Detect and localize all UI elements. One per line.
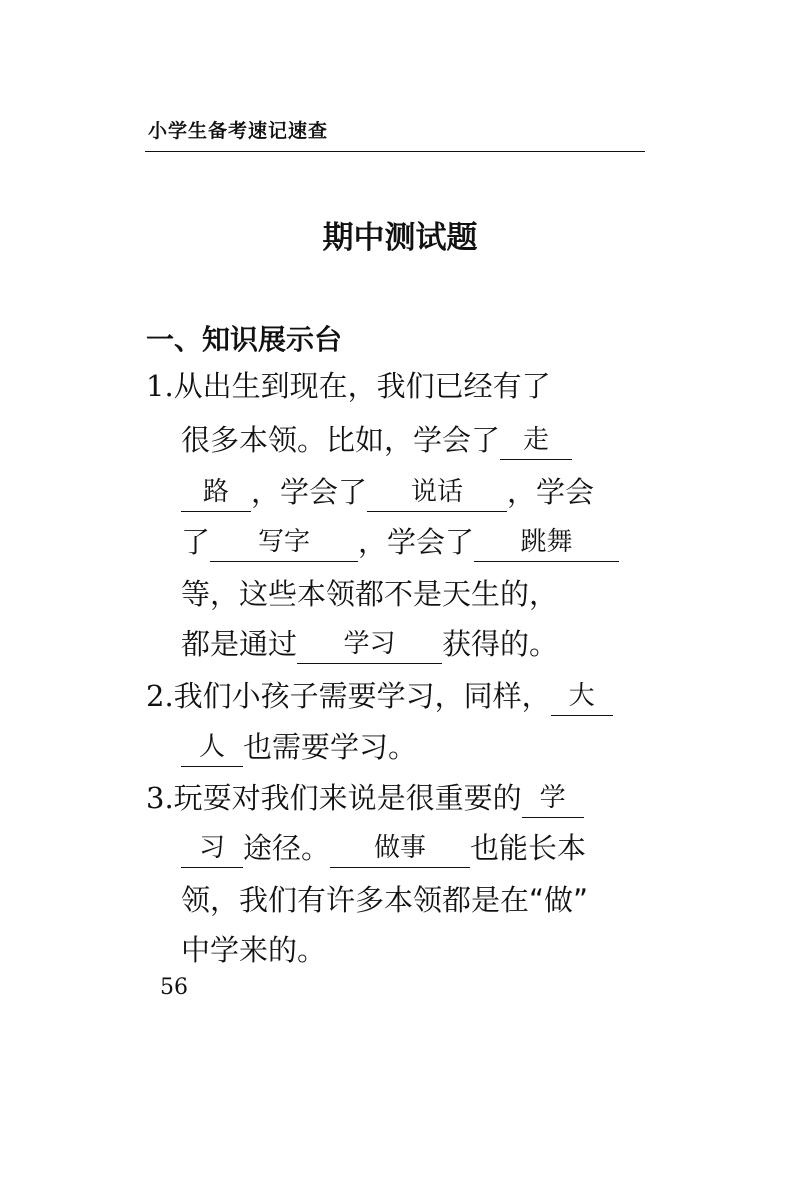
q2-number: 2. — [146, 679, 174, 713]
q3-text-2b: 也能长本 — [470, 831, 587, 865]
q3-number: 3. — [146, 781, 174, 815]
q1-line-3 — [181, 472, 594, 512]
q1-number: 1. — [146, 369, 174, 403]
q3-line-4: 中学来的。 — [181, 933, 327, 967]
q1-text-6b: 获得的。 — [442, 627, 559, 661]
page-number: 56 — [160, 975, 188, 1000]
q3-line-2 — [181, 828, 586, 868]
running-header: 小学生备考速记速查 — [148, 120, 329, 142]
q1-text-2: 很多本领。比如，学会了 — [181, 423, 501, 457]
q1-line-6 — [181, 624, 558, 664]
q1-blank-1b[interactable]: 路 — [181, 472, 251, 512]
q1-text-3a: ，学会了 — [251, 475, 368, 509]
q2-line-2 — [181, 727, 417, 767]
section-heading: 一、知识展示台 — [146, 323, 343, 356]
q2-text-2: 也需要学习。 — [243, 730, 418, 764]
q3-text-1: 玩耍对我们来说是很重要的 — [173, 781, 522, 815]
q1-text-4b: ，学会了 — [358, 525, 475, 559]
q3-blank-2[interactable]: 做事 — [330, 828, 470, 868]
q1-blank-5[interactable]: 学习 — [297, 624, 442, 664]
q1-line-2 — [181, 420, 572, 460]
q1-line-1 — [146, 366, 551, 406]
q1-text-6a: 都是通过 — [181, 627, 298, 661]
q2-text-1: 我们小孩子需要学习，同样， — [173, 679, 551, 713]
q1-line-4 — [181, 522, 619, 562]
q3-line-1 — [146, 778, 584, 818]
header-divider — [145, 151, 645, 152]
q3-line-3: 领，我们有许多本领都是在“做” — [181, 883, 589, 917]
q1-blank-3[interactable]: 写字 — [210, 522, 358, 562]
q3-text-2a: 途径。 — [243, 831, 331, 865]
q1-blank-2[interactable]: 说话 — [367, 472, 507, 512]
q1-text-1: 从出生到现在，我们已经有了 — [173, 369, 551, 403]
q2-line-1 — [146, 676, 613, 716]
q1-line-5: 等，这些本领都不是天生的， — [181, 577, 559, 611]
q1-text-4a: 了 — [181, 525, 211, 559]
page-title: 期中测试题 — [322, 220, 478, 256]
q1-text-3b: ，学会 — [507, 475, 595, 509]
q1-blank-4[interactable]: 跳舞 — [474, 522, 619, 562]
q1-blank-1a[interactable]: 走 — [500, 420, 572, 460]
q3-blank-1b[interactable]: 习 — [181, 828, 243, 868]
q2-blank-1a[interactable]: 大 — [551, 676, 613, 716]
q2-blank-1b[interactable]: 人 — [181, 727, 243, 767]
q3-blank-1a[interactable]: 学 — [522, 778, 584, 818]
